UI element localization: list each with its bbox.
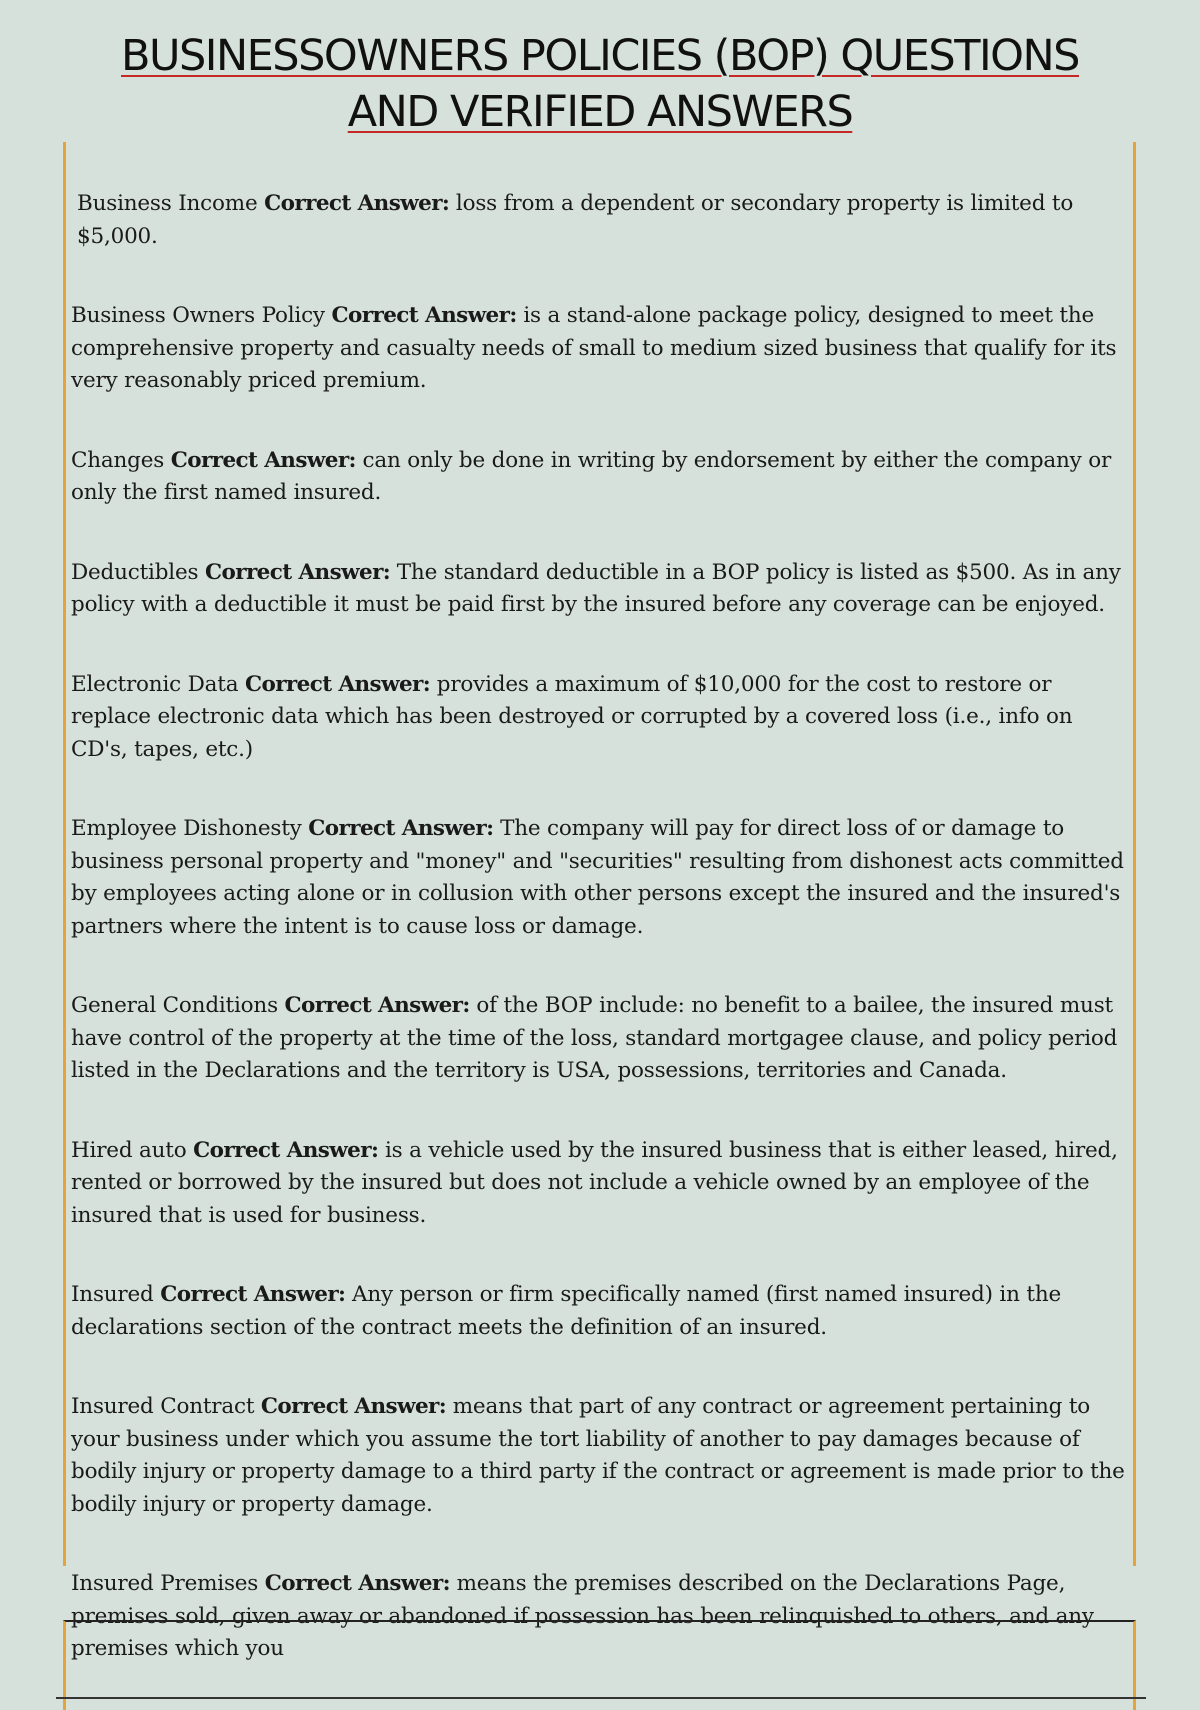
entry-answer: can only be done in writing by endorsement by either the company or only the first named insured.: [71, 447, 1112, 505]
entry-answer: means the premises described on the Declarations Page, premises sold, given away or abandoned if possession has been relinquished to others, and any premises which you: [71, 1571, 1094, 1661]
answer-label: Correct Answer:: [160, 1282, 346, 1307]
answer-label: Correct Answer:: [264, 1571, 450, 1596]
entry-answer: is a vehicle used by the insured business that is either leased, hired, rented or borrowed by the insured but does not include a vehicle owned by an employee of the insured that is used for business.: [71, 1137, 1118, 1228]
entry-answer: The standard deductible in a BOP policy is listed as $500. As in any policy with a deductible it must be paid first by the insured before any coverage can be enjoyed.: [71, 559, 1121, 617]
qa-entry: [71, 1135, 1127, 1233]
document-title: [0, 28, 1200, 140]
answer-label: Correct Answer:: [264, 191, 450, 216]
answer-label: Correct Answer:: [170, 447, 356, 473]
answer-label: Correct Answer:: [284, 993, 470, 1018]
qa-entry: [71, 188, 1127, 253]
answer-label: Correct Answer:: [260, 1394, 447, 1419]
qa-panel: [63, 142, 1136, 1661]
qa-entry: [71, 669, 1127, 767]
entry-term: Insured Contract: [71, 1394, 255, 1419]
entry-term: Hired auto: [71, 1137, 187, 1163]
page-divider: [56, 1697, 1146, 1699]
answer-label: Correct Answer:: [331, 303, 517, 328]
entry-answer: means that part of any contract or agreement pertaining to your business under which you assume the tort liability of another to pay damages because of bodily injury or property damage to a third party if the contract or agreement is made prior to the bodily injury or property damage.: [71, 1394, 1125, 1517]
entry-term: Deductibles: [71, 559, 199, 585]
qa-entry: [71, 1391, 1127, 1521]
entry-answer: of the BOP include: no benefit to a bailee, the insured must have control of the property at the time of the loss, standard mortgagee clause, and policy period listed in the Declarations and the territory is USA, possessions, territories and Canada.: [71, 993, 1118, 1083]
qa-entry: [71, 813, 1127, 943]
title-line-1: BUSINESSOWNERS POLICIES (BOP) QUESTIONS: [121, 31, 1079, 81]
entry-term: Business Owners Policy: [71, 303, 325, 328]
entry-term: Electronic Data: [71, 671, 239, 697]
answer-label: Correct Answer:: [308, 816, 494, 841]
entry-term: General Conditions: [71, 993, 278, 1018]
entry-term: Changes: [71, 447, 165, 473]
answer-label: Correct Answer:: [204, 559, 391, 585]
entry-term: Insured Premises: [71, 1571, 259, 1596]
answer-label: Correct Answer:: [244, 671, 431, 697]
qa-entry: [71, 990, 1127, 1088]
qa-entry: [71, 557, 1127, 622]
entry-term: Business Income: [77, 191, 258, 216]
entry-answer: Any person or firm specifically named (first named insured) in the declarations section of the contract meets the definition of an insured.: [71, 1282, 1061, 1340]
qa-entry: [71, 1279, 1127, 1344]
entry-answer: The company will pay for direct loss of or damage to business personal property and "money" and "securities" resulting from dishonest acts committed by employees acting alone or in collusion with other persons except the insured and the insured's partners where the intent is to cause loss or damage.: [71, 816, 1124, 939]
entry-term: Employee Dishonesty: [71, 816, 302, 841]
answer-label: Correct Answer:: [193, 1137, 379, 1163]
qa-entry: [71, 300, 1127, 398]
qa-entry: [71, 445, 1127, 510]
entry-term: Insured: [71, 1282, 154, 1307]
entry-answer: provides a maximum of $10,000 for the cost to restore or replace electronic data which has been destroyed or corrupted by a covered loss (i.e., info on CD's, tapes, etc.): [71, 671, 1073, 762]
title-line-2: AND VERIFIED ANSWERS: [347, 87, 853, 137]
entry-answer: loss from a dependent or secondary property is limited to $5,000.: [77, 191, 1074, 249]
entry-answer: is a stand-alone package policy, designed to meet the comprehensive property and casualty needs of small to medium sized business that qualify for its very reasonably priced premium.: [71, 303, 1117, 393]
